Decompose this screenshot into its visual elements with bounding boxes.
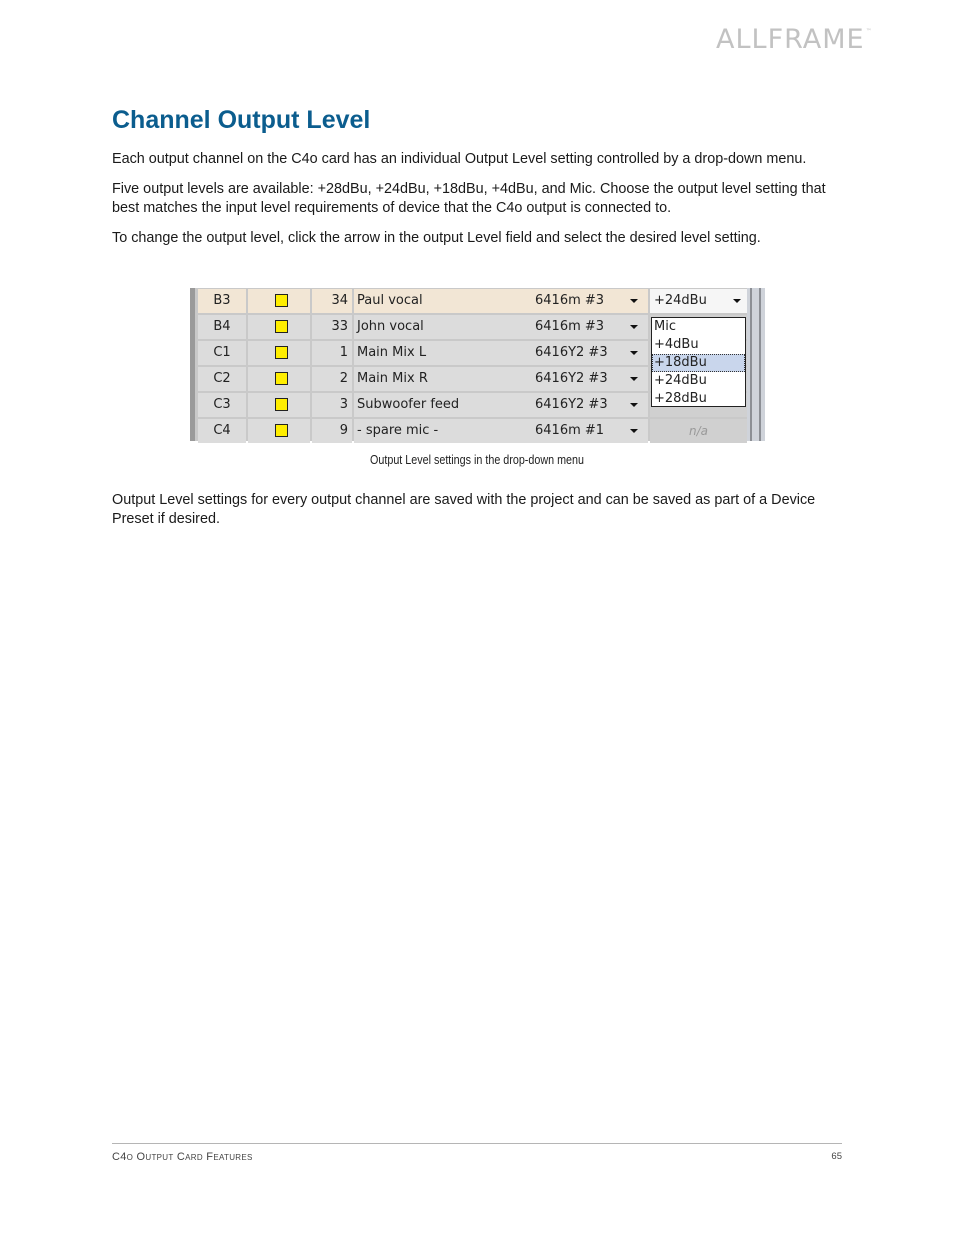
channel-name[interactable]: Main Mix R: [354, 367, 527, 391]
channel-name[interactable]: Main Mix L: [354, 341, 527, 365]
chevron-down-icon: [630, 351, 638, 355]
logo-text-main: FRAME: [767, 24, 865, 55]
chevron-down-icon: [630, 429, 638, 433]
vertical-scrollbar[interactable]: [747, 288, 765, 441]
source-name: 6416m #3: [526, 315, 627, 339]
page-number: 65: [831, 1151, 842, 1162]
channel-number-cell: [312, 289, 352, 313]
table-row[interactable]: [198, 419, 747, 443]
menu-option-4dbu[interactable]: +4dBu: [654, 337, 699, 352]
channel-number: 33: [331, 319, 348, 334]
chevron-down-icon: [630, 299, 638, 303]
footer-divider: [112, 1143, 842, 1144]
channel-number: 2: [339, 371, 348, 386]
enable-cell: [248, 393, 310, 417]
source-dropdown-button[interactable]: [620, 419, 648, 443]
logo-text-light: ALL: [716, 24, 768, 55]
source-name: 6416m #3: [526, 289, 627, 313]
channel-number-cell: [312, 393, 352, 417]
paragraph-levels: Five output levels are available: +28dBu, +24dBu, +18dBu, +4dBu, and Mic. Choose the output level setting that best matches the input level requirements of device that the C4o output is connected to.: [112, 181, 826, 216]
channel-id: C2: [198, 367, 246, 391]
enable-checkbox[interactable]: [275, 398, 288, 411]
channel-name[interactable]: - spare mic -: [354, 419, 527, 443]
channel-number-cell: [312, 419, 352, 443]
enable-cell: [248, 367, 310, 391]
source-name: 6416m #1: [526, 419, 627, 443]
chevron-down-icon[interactable]: [733, 299, 741, 303]
menu-option-28dbu[interactable]: +28dBu: [654, 391, 707, 406]
enable-checkbox[interactable]: [275, 320, 288, 333]
enable-checkbox[interactable]: [275, 346, 288, 359]
channel-number: 1: [339, 345, 348, 360]
page-title: Channel Output Level: [112, 106, 371, 134]
channel-number-cell: [312, 367, 352, 391]
allframe-logo: [716, 24, 873, 55]
enable-cell: [248, 315, 310, 339]
paragraph-instructions: To change the output level, click the arrow in the output Level field and select the desired level setting.: [112, 230, 761, 246]
channel-id: C4: [198, 419, 246, 443]
table-row[interactable]: [198, 289, 747, 313]
menu-option-24dbu[interactable]: +24dBu: [654, 373, 707, 388]
enable-cell: [248, 289, 310, 313]
source-name: 6416Y2 #3: [526, 367, 627, 391]
source-dropdown-button[interactable]: [620, 315, 648, 339]
left-border: [190, 288, 195, 441]
channel-name[interactable]: Paul vocal: [354, 289, 527, 313]
menu-option-mic[interactable]: Mic: [654, 319, 676, 334]
output-level-value: +24dBu: [654, 293, 707, 308]
channel-number-cell: [312, 315, 352, 339]
source-dropdown-button[interactable]: [620, 289, 648, 313]
enable-checkbox[interactable]: [275, 424, 288, 437]
channel-id: C1: [198, 341, 246, 365]
output-level-cell: [650, 419, 747, 443]
source-dropdown-button[interactable]: [620, 367, 648, 391]
enable-cell: [248, 419, 310, 443]
channel-id: C3: [198, 393, 246, 417]
paragraph-intro: Each output channel on the C4o card has an individual Output Level setting controlled by a drop-down menu.: [112, 151, 807, 167]
chevron-down-icon: [630, 377, 638, 381]
chevron-down-icon: [630, 403, 638, 407]
channel-number: 34: [331, 293, 348, 308]
footer-section-text: C4o Output Card Features: [112, 1151, 253, 1163]
source-dropdown-button[interactable]: [620, 341, 648, 365]
enable-checkbox[interactable]: [275, 372, 288, 385]
chevron-down-icon: [630, 325, 638, 329]
channel-number: 3: [339, 397, 348, 412]
channel-number-cell: [312, 341, 352, 365]
channel-number: 9: [339, 423, 348, 438]
footer-section-title: [112, 1151, 253, 1163]
source-name: 6416Y2 #3: [526, 341, 627, 365]
paragraph-saving: Output Level settings for every output channel are saved with the project and can be saved as part of a Device Preset if desired.: [112, 492, 816, 527]
channel-id: B3: [198, 289, 246, 313]
logo-trademark: ™: [865, 28, 873, 35]
enable-cell: [248, 341, 310, 365]
enable-checkbox[interactable]: [275, 294, 288, 307]
channel-id: B4: [198, 315, 246, 339]
source-name: 6416Y2 #3: [526, 393, 627, 417]
output-level-na: n/a: [688, 424, 708, 438]
output-level-select[interactable]: [650, 289, 747, 313]
output-level-dropdown-menu[interactable]: [651, 317, 746, 407]
output-level-screenshot: [190, 288, 765, 441]
source-dropdown-button[interactable]: [620, 393, 648, 417]
menu-option-18dbu[interactable]: +18dBu: [652, 354, 745, 372]
figure-caption: Output Level settings in the drop-down menu: [370, 453, 584, 467]
channel-name[interactable]: John vocal: [354, 315, 527, 339]
channel-name[interactable]: Subwoofer feed: [354, 393, 527, 417]
